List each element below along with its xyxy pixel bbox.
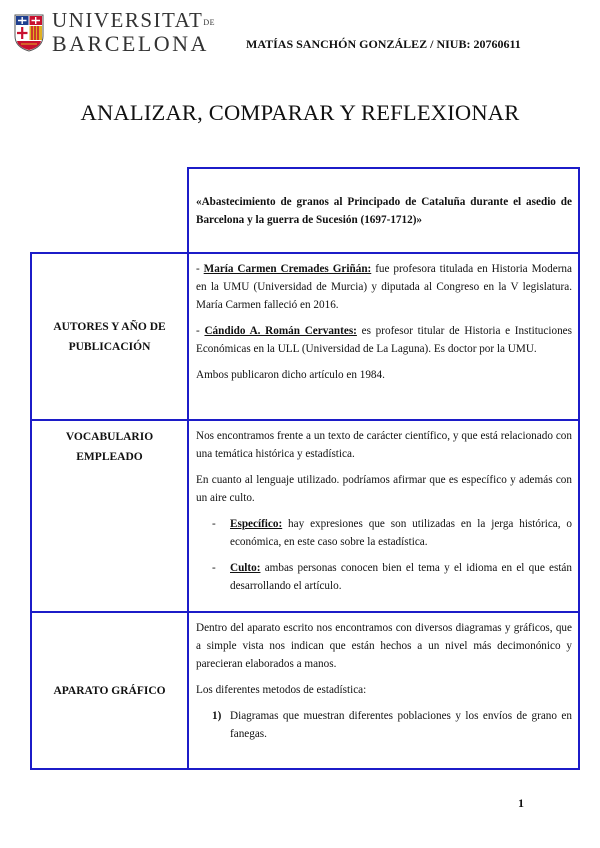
page-header [14, 10, 586, 62]
analysis-table [30, 167, 580, 770]
vocabulary-label-cell [30, 419, 189, 613]
term-label: Culto: [230, 562, 261, 574]
publication-note: Ambos publicaron dicho artículo en 1984. [196, 369, 385, 381]
university-name [52, 10, 215, 55]
list-item [196, 559, 572, 595]
authors-content-cell [187, 252, 580, 421]
university-name-de: DE [203, 18, 215, 27]
university-shield-icon [14, 14, 44, 52]
graphics-label: APARATO GRÁFICO [53, 684, 166, 697]
author-2-name: Cándido A. Román Cervantes: [204, 325, 357, 337]
graphics-intro: Dentro del aparato escrito nos encontramos con diversos diagramas y gráficos, que a simple vista nos indican que están hechos a un nivel más decimonónico y parecieran elaborados a manos. [196, 622, 572, 670]
author-2-bio: es profesor titular de Historia e Instituciones Económicas en la ULL (Universidad de La Laguna). Es doctor por la UMU. [196, 325, 572, 355]
author-1 [196, 260, 572, 314]
university-name-line1: UNIVERSITAT [52, 8, 204, 32]
vocabulary-content-cell [187, 419, 580, 613]
page-number: 1 [518, 796, 524, 810]
author-line: MATÍAS SANCHÓN GONZÁLEZ / NIUB: 20760611 [246, 37, 521, 51]
dash-bullet: - [212, 518, 216, 530]
work-title-cell [187, 167, 580, 254]
university-name-line2: BARCELONA [52, 31, 209, 56]
university-logo [14, 10, 215, 55]
graphics-content-cell [187, 611, 580, 770]
term-description: hay expresiones que son utilizadas en la jerga histórica, o económica, en este caso sobre la estadística. [230, 518, 572, 548]
list-item [196, 515, 572, 551]
list-number: 1) [212, 710, 222, 722]
dash-bullet: - [212, 562, 216, 574]
authors-label: AUTORES Y AÑO DE PUBLICACIÓN [53, 320, 166, 353]
term-description: ambas personas conocen bien el tema y el idioma en el que están desarrollando el artículo. [230, 562, 572, 592]
list-item [196, 707, 572, 743]
author-1-bio: fue profesora titulada en Historia Moderna en la UMU (Universidad de Murcia) y diputada al Congreso en la V legislatura. María Carmen falleció en 2016. [196, 263, 572, 311]
methods-intro: Los diferentes metodos de estadística: [196, 684, 367, 696]
vocabulary-language: En cuanto al lenguaje utilizado. podríamos afirmar que es específico y además con un aire culto. [196, 474, 572, 504]
author-2-prefix: - [196, 325, 205, 337]
author-1-prefix: - [196, 263, 204, 275]
method-description: Diagramas que muestran diferentes poblaciones y los envíos de grano en fanegas. [230, 710, 572, 740]
authors-label-cell [30, 252, 189, 421]
author-2 [196, 322, 572, 358]
vocabulary-list [196, 515, 572, 595]
work-title: «Abastecimiento de granos al Principado de Cataluña durante el asedio de Barcelona y la guerra de Sucesión (1697-1712)» [196, 196, 572, 226]
page-title: ANALIZAR, COMPARAR Y REFLEXIONAR [80, 100, 520, 125]
author-1-name: María Carmen Cremades Griñán: [203, 263, 372, 275]
methods-list [196, 707, 572, 743]
term-label: Específico: [230, 518, 283, 530]
graphics-label-cell [30, 611, 189, 770]
vocabulary-intro: Nos encontramos frente a un texto de carácter científico, y que está relacionado con una temática histórica y estadística. [196, 430, 572, 460]
vocabulary-label: VOCABULARIO EMPLEADO [65, 431, 154, 463]
